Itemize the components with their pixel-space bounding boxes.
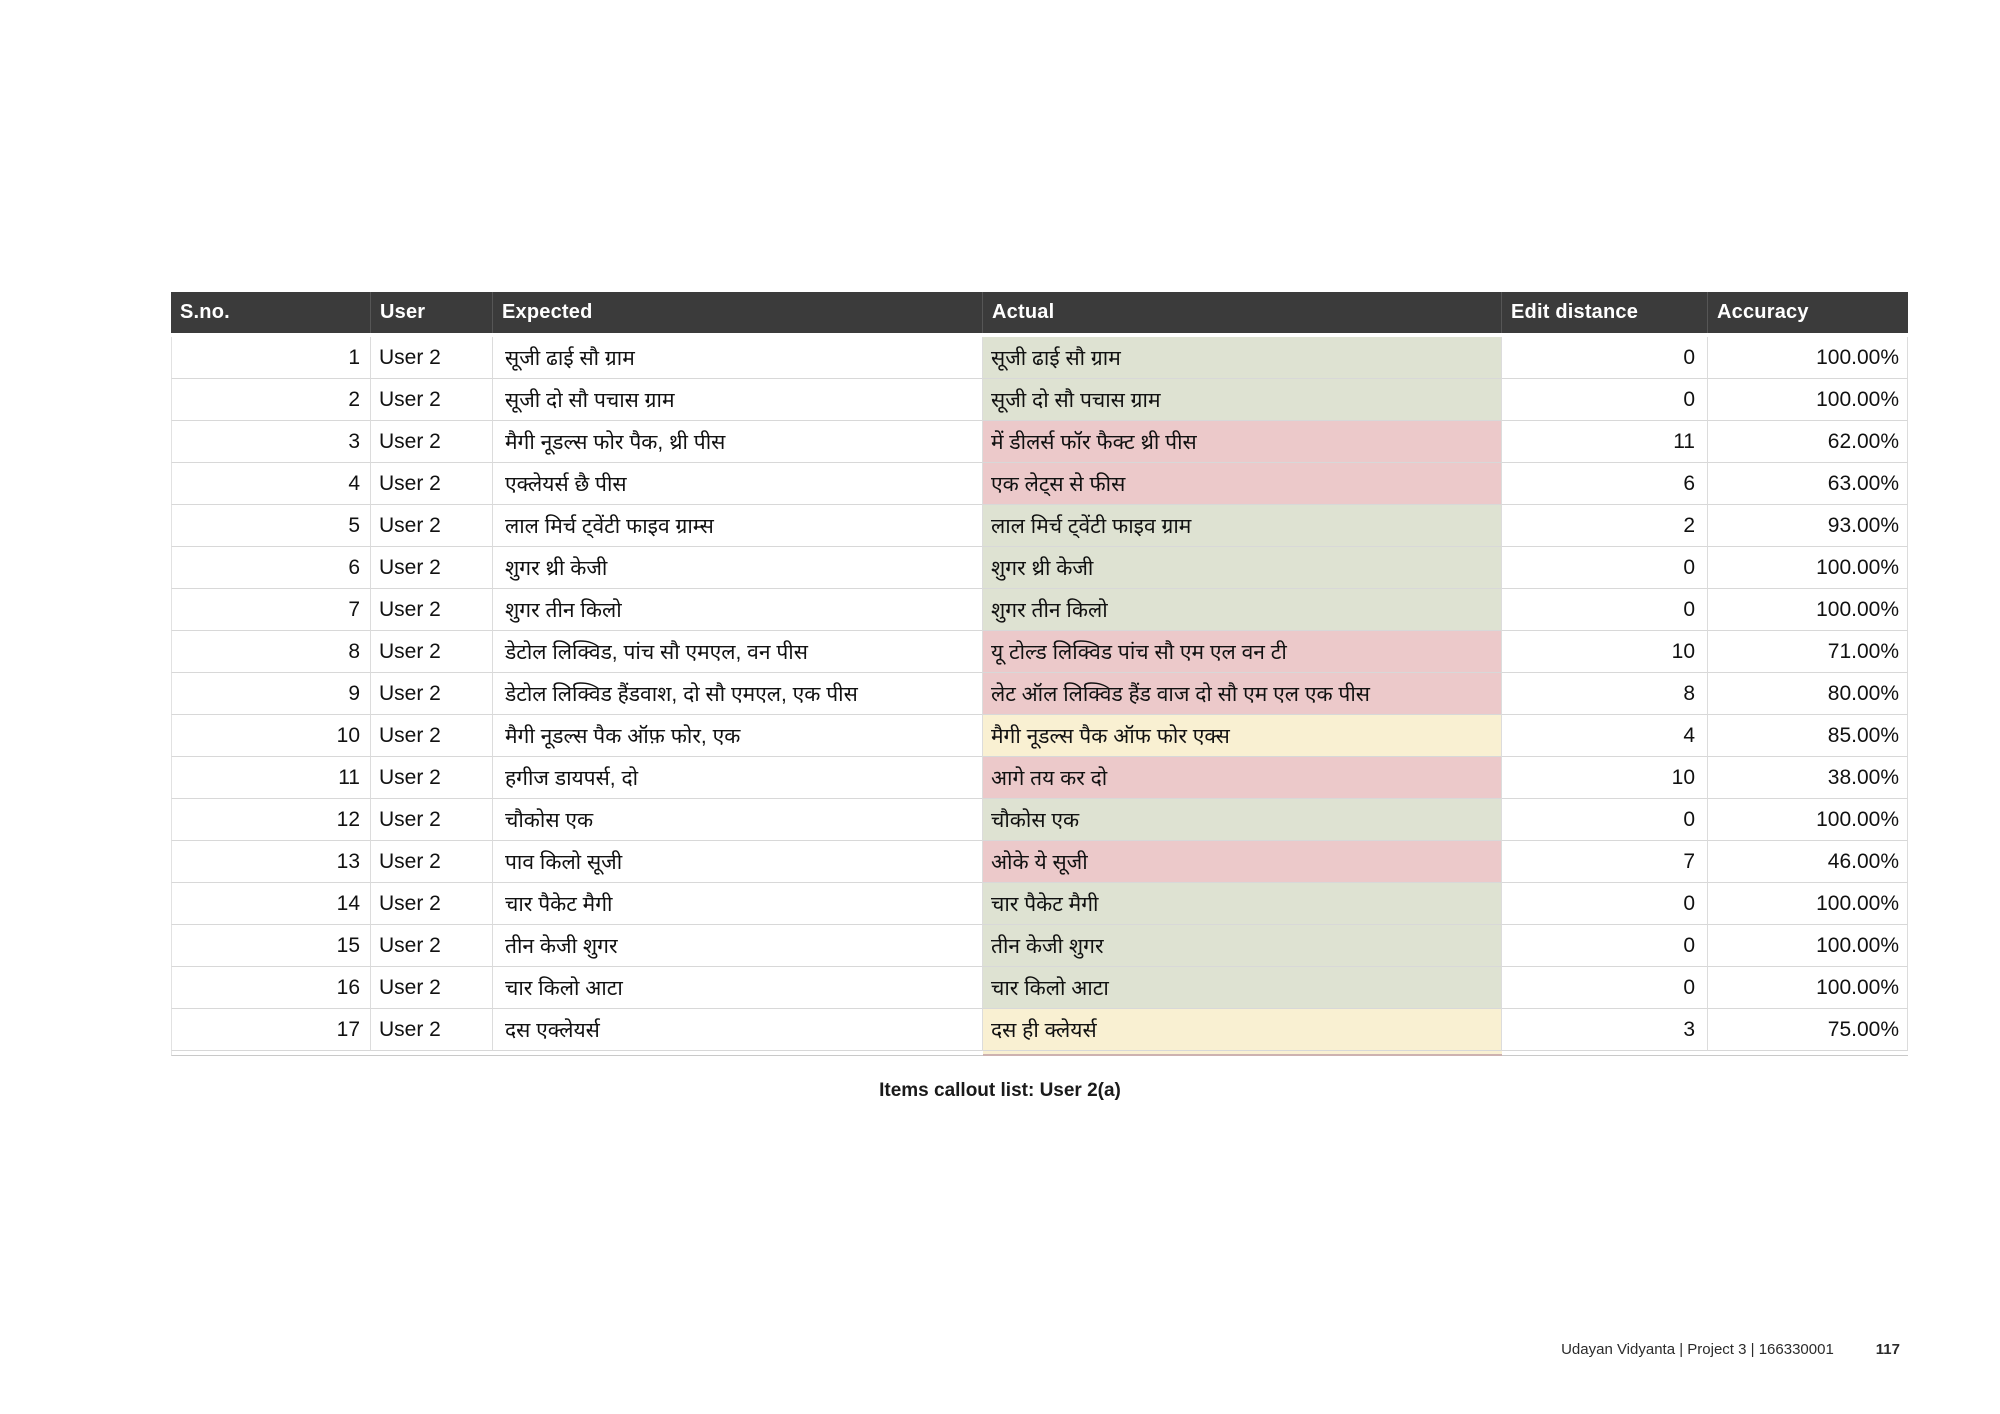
table-body	[171, 337, 1908, 1056]
expected-cell: चार पैकेट मैगी	[493, 883, 983, 925]
sno-cell: 14	[171, 883, 371, 925]
user-cell: User 2	[371, 505, 493, 547]
header-edit-distance: Edit distance	[1502, 292, 1708, 333]
edit-distance-cell: 6	[1502, 463, 1708, 505]
expected-cell: चौकोस एक	[493, 799, 983, 841]
edit-distance-cell: 10	[1502, 631, 1708, 673]
sno-cell: 17	[171, 1009, 371, 1051]
edit-distance-cell: 3	[1502, 1009, 1708, 1051]
user-cell: User 2	[371, 379, 493, 421]
sno-cell: 5	[171, 505, 371, 547]
actual-cell: एक लेट्स से फीस	[983, 463, 1502, 505]
sno-cell: 3	[171, 421, 371, 463]
edit-distance-cell: 11	[1502, 421, 1708, 463]
accuracy-cell: 100.00%	[1708, 337, 1908, 379]
edit-distance-cell: 0	[1502, 337, 1708, 379]
sno-cell: 12	[171, 799, 371, 841]
expected-cell: हगीज डायपर्स, दो	[493, 757, 983, 799]
user-cell: User 2	[371, 421, 493, 463]
accuracy-cell: 80.00%	[1708, 673, 1908, 715]
actual-cell: सूजी दो सौ पचास ग्राम	[983, 379, 1502, 421]
header-expected: Expected	[493, 292, 983, 333]
page-footer	[1561, 1341, 1900, 1358]
user-cell: User 2	[371, 883, 493, 925]
actual-cell: आगे तय कर दो	[983, 757, 1502, 799]
actual-cell: सूजी ढाई सौ ग्राम	[983, 337, 1502, 379]
table-row	[171, 505, 1908, 547]
accuracy-cell: 62.00%	[1708, 421, 1908, 463]
table-row	[171, 841, 1908, 883]
user-cell: User 2	[371, 715, 493, 757]
actual-cell: चार पैकेट मैगी	[983, 883, 1502, 925]
user-cell: User 2	[371, 547, 493, 589]
sno-cell: 16	[171, 967, 371, 1009]
edit-distance-cell: 10	[1502, 757, 1708, 799]
accuracy-cell: 100.00%	[1708, 925, 1908, 967]
accuracy-cell: 100.00%	[1708, 799, 1908, 841]
user-cell: User 2	[371, 757, 493, 799]
table-row	[171, 925, 1908, 967]
partial-next-row	[171, 1051, 1908, 1056]
user-cell: User 2	[371, 673, 493, 715]
actual-cell: चार किलो आटा	[983, 967, 1502, 1009]
edit-distance-cell: 8	[1502, 673, 1708, 715]
edit-distance-cell: 0	[1502, 925, 1708, 967]
user-cell: User 2	[371, 841, 493, 883]
header-actual: Actual	[983, 292, 1502, 333]
edit-distance-cell: 0	[1502, 967, 1708, 1009]
sno-cell: 10	[171, 715, 371, 757]
sno-cell: 7	[171, 589, 371, 631]
expected-cell: डेटोल लिक्विड हैंडवाश, दो सौ एमएल, एक पीस	[493, 673, 983, 715]
sno-cell: 9	[171, 673, 371, 715]
user-cell: User 2	[371, 925, 493, 967]
sno-cell: 8	[171, 631, 371, 673]
table-row	[171, 883, 1908, 925]
table-row	[171, 547, 1908, 589]
sno-cell: 4	[171, 463, 371, 505]
table-row	[171, 967, 1908, 1009]
actual-cell: यू टोल्ड लिक्विड पांच सौ एम एल वन टी	[983, 631, 1502, 673]
expected-cell: तीन केजी शुगर	[493, 925, 983, 967]
expected-cell: डेटोल लिक्विड, पांच सौ एमएल, वन पीस	[493, 631, 983, 673]
actual-cell: तीन केजी शुगर	[983, 925, 1502, 967]
expected-cell: दस एक्लेयर्स	[493, 1009, 983, 1051]
edit-distance-cell: 0	[1502, 547, 1708, 589]
expected-cell: सूजी दो सौ पचास ग्राम	[493, 379, 983, 421]
expected-cell: पाव किलो सूजी	[493, 841, 983, 883]
sno-cell: 1	[171, 337, 371, 379]
edit-distance-cell: 0	[1502, 883, 1708, 925]
accuracy-cell: 93.00%	[1708, 505, 1908, 547]
actual-cell: में डीलर्स फॉर फैक्ट थ्री पीस	[983, 421, 1502, 463]
footer-page-number: 117	[1875, 1341, 1900, 1358]
actual-cell: चौकोस एक	[983, 799, 1502, 841]
accuracy-cell: 100.00%	[1708, 547, 1908, 589]
sno-cell: 11	[171, 757, 371, 799]
header-accuracy: Accuracy	[1708, 292, 1908, 333]
expected-cell: एक्लेयर्स छै पीस	[493, 463, 983, 505]
actual-cell: दस ही क्लेयर्स	[983, 1009, 1502, 1051]
table-row	[171, 673, 1908, 715]
edit-distance-cell: 2	[1502, 505, 1708, 547]
expected-cell: शुगर थ्री केजी	[493, 547, 983, 589]
accuracy-cell: 75.00%	[1708, 1009, 1908, 1051]
user-cell: User 2	[371, 799, 493, 841]
user-cell: User 2	[371, 631, 493, 673]
table-row	[171, 757, 1908, 799]
accuracy-cell: 38.00%	[1708, 757, 1908, 799]
sno-cell: 15	[171, 925, 371, 967]
edit-distance-cell: 4	[1502, 715, 1708, 757]
sno-cell: 13	[171, 841, 371, 883]
table-row	[171, 631, 1908, 673]
user-cell: User 2	[371, 1009, 493, 1051]
expected-cell: चार किलो आटा	[493, 967, 983, 1009]
user-cell: User 2	[371, 967, 493, 1009]
expected-cell: शुगर तीन किलो	[493, 589, 983, 631]
user-cell: User 2	[371, 589, 493, 631]
accuracy-cell: 100.00%	[1708, 589, 1908, 631]
table-header	[171, 292, 1908, 333]
expected-cell: सूजी ढाई सौ ग्राम	[493, 337, 983, 379]
user-cell: User 2	[371, 463, 493, 505]
table-row	[171, 463, 1908, 505]
actual-cell: शुगर तीन किलो	[983, 589, 1502, 631]
edit-distance-cell: 0	[1502, 379, 1708, 421]
actual-cell: ओके ये सूजी	[983, 841, 1502, 883]
edit-distance-cell: 0	[1502, 799, 1708, 841]
header-user: User	[371, 292, 493, 333]
edit-distance-cell: 7	[1502, 841, 1708, 883]
table-row	[171, 421, 1908, 463]
table-row	[171, 589, 1908, 631]
expected-cell: मैगी नूडल्स पैक ऑफ़ फोर, एक	[493, 715, 983, 757]
sno-cell: 6	[171, 547, 371, 589]
accuracy-cell: 63.00%	[1708, 463, 1908, 505]
table-row	[171, 379, 1908, 421]
table-row	[171, 1009, 1908, 1051]
actual-cell: लेट ऑल लिक्विड हैंड वाज दो सौ एम एल एक पीस	[983, 673, 1502, 715]
user-cell: User 2	[371, 337, 493, 379]
accuracy-cell: 46.00%	[1708, 841, 1908, 883]
table-row	[171, 337, 1908, 379]
footer-credit: Udayan Vidyanta | Project 3 | 166330001	[1561, 1341, 1834, 1358]
accuracy-cell: 100.00%	[1708, 883, 1908, 925]
accuracy-cell: 71.00%	[1708, 631, 1908, 673]
table-row	[171, 715, 1908, 757]
accuracy-cell: 100.00%	[1708, 967, 1908, 1009]
table-row	[171, 799, 1908, 841]
sno-cell: 2	[171, 379, 371, 421]
actual-cell: लाल मिर्च ट्वेंटी फाइव ग्राम	[983, 505, 1502, 547]
expected-cell: मैगी नूडल्स फोर पैक, थ्री पीस	[493, 421, 983, 463]
accuracy-cell: 85.00%	[1708, 715, 1908, 757]
edit-distance-cell: 0	[1502, 589, 1708, 631]
actual-cell: शुगर थ्री केजी	[983, 547, 1502, 589]
accuracy-table	[171, 292, 1908, 1056]
expected-cell: लाल मिर्च ट्वेंटी फाइव ग्राम्स	[493, 505, 983, 547]
accuracy-cell: 100.00%	[1708, 379, 1908, 421]
actual-cell: मैगी नूडल्स पैक ऑफ फोर एक्स	[983, 715, 1502, 757]
header-sno: S.no.	[171, 292, 371, 333]
table-caption: Items callout list: User 2(a)	[879, 1080, 1121, 1101]
